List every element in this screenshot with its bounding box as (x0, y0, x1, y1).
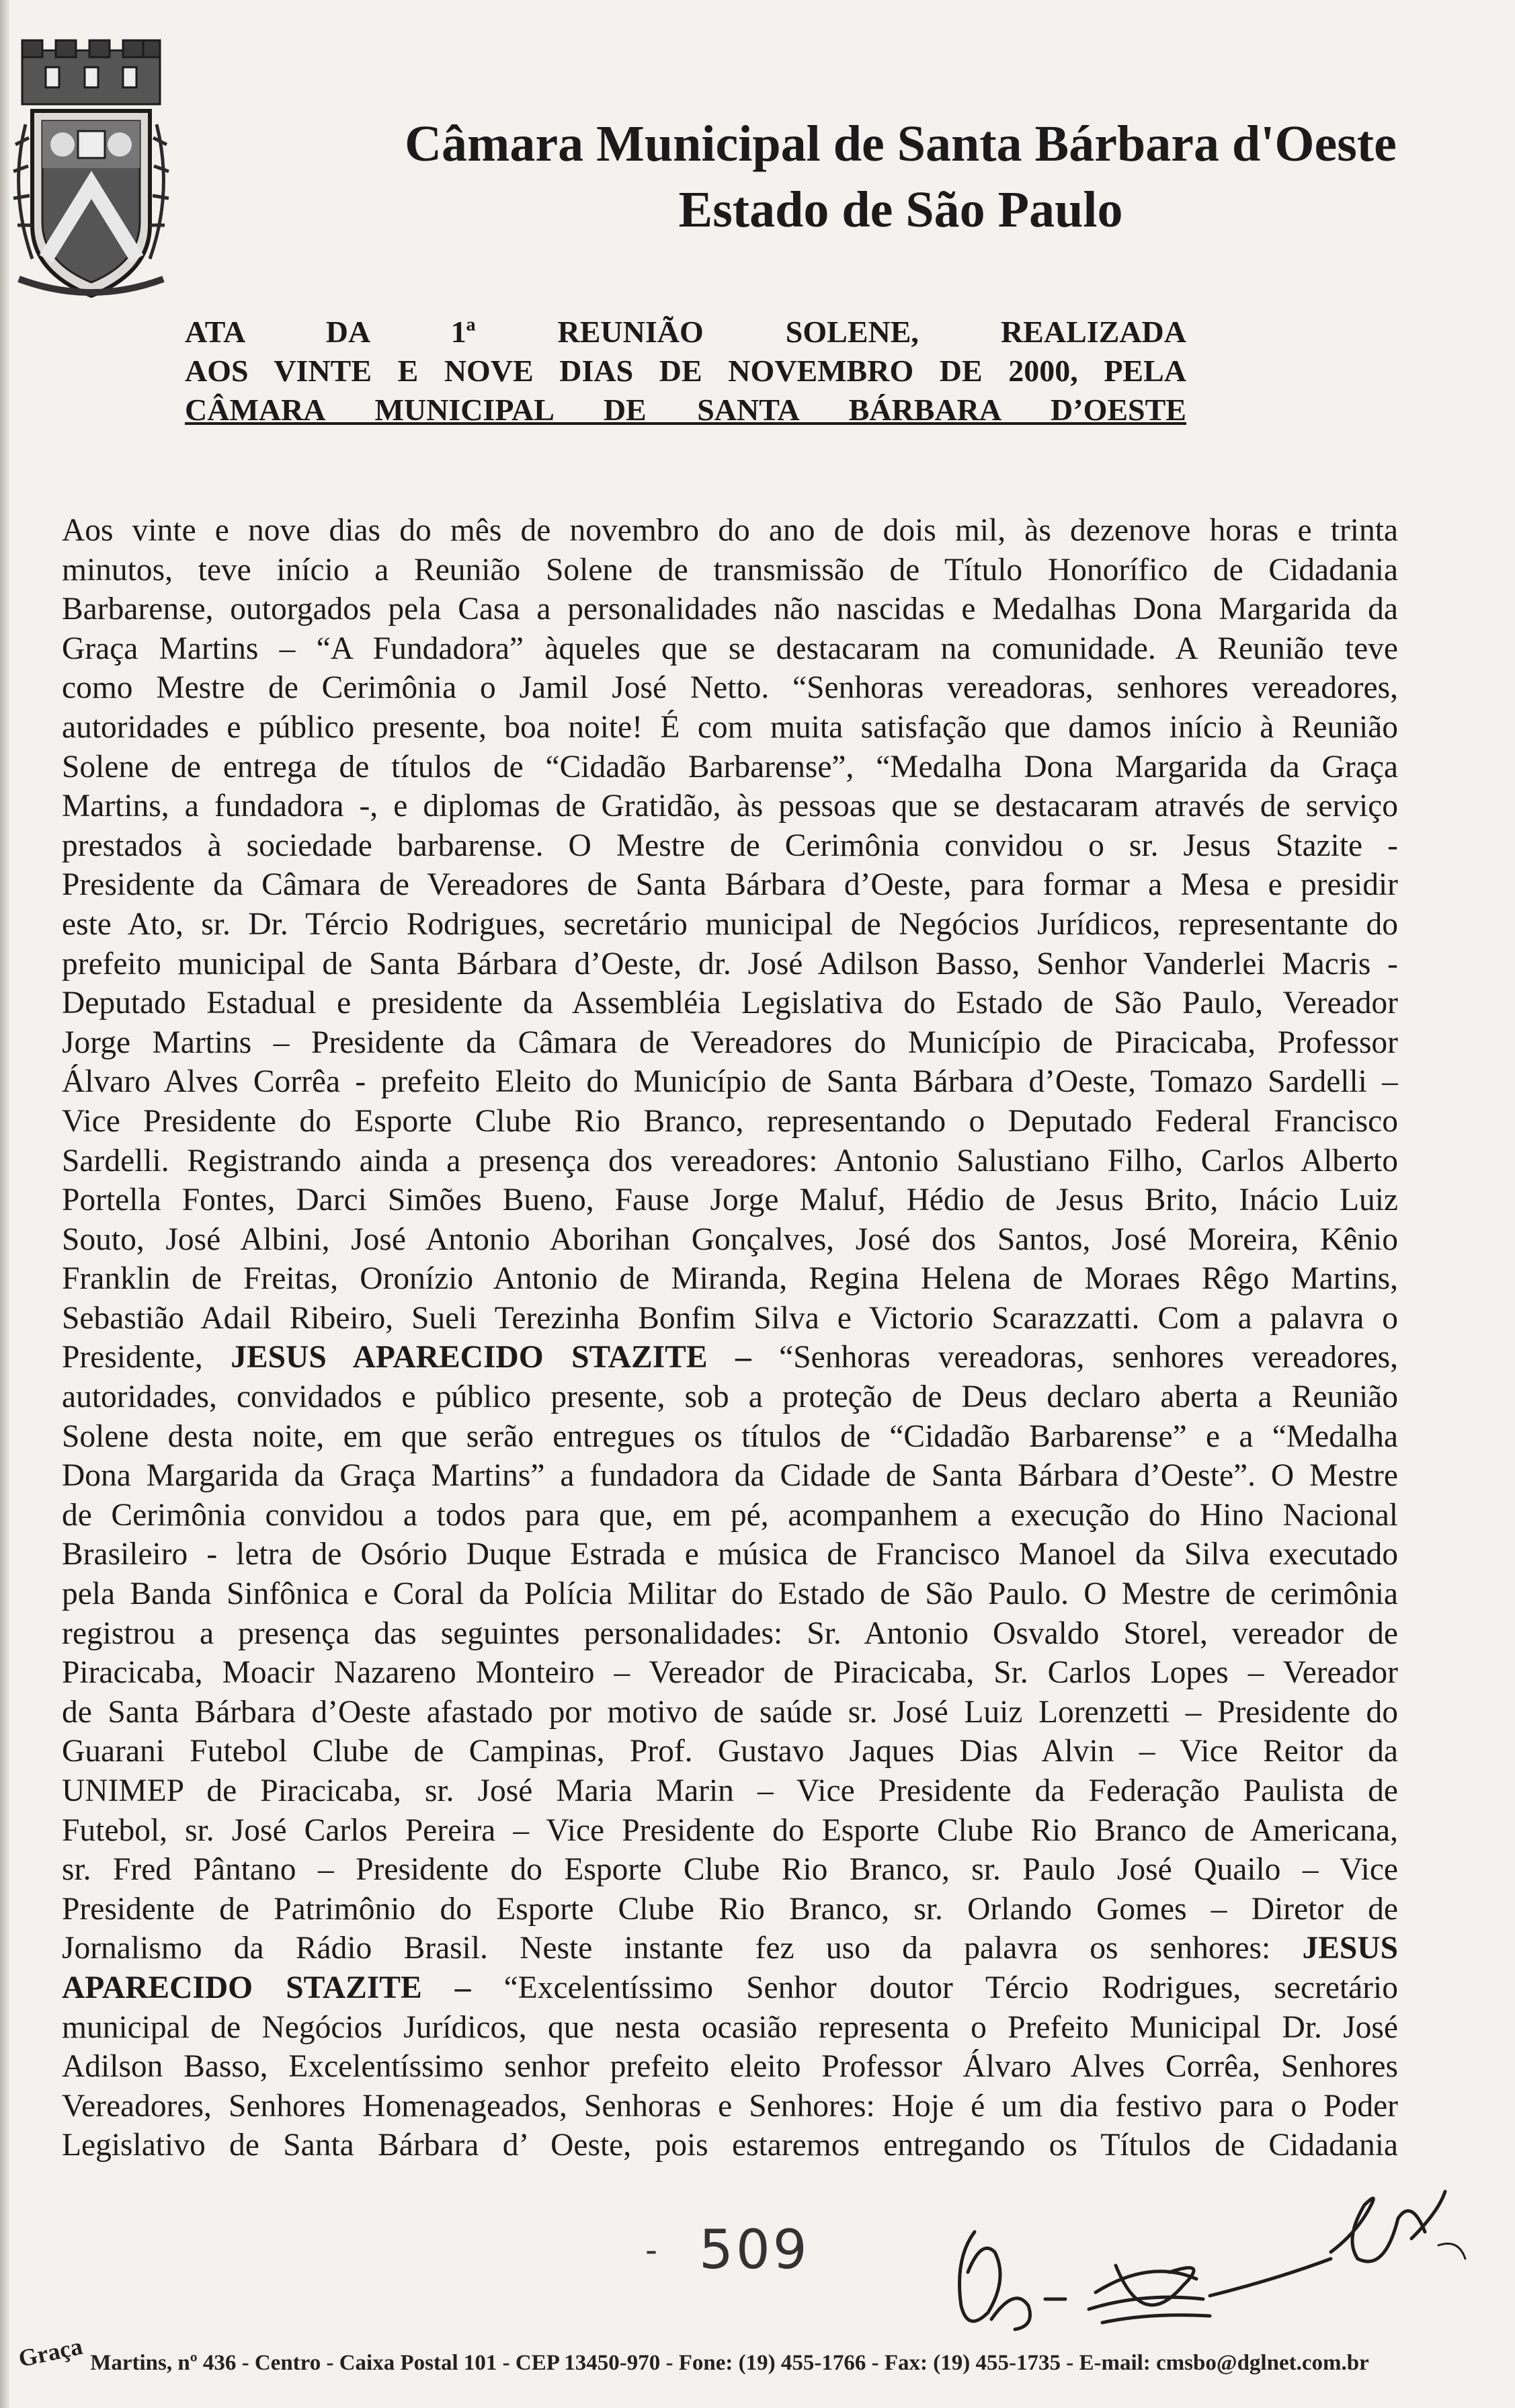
body-line: Brasileiro - letra de Osório Duque Estrada e música de Francisco Manoel da Silva executado (62, 1537, 1398, 1572)
body-line: Vice Presidente do Esporte Clube Rio Branco, representando o Deputado Federal Francisco (62, 1103, 1398, 1139)
footer-text: Martins, nº 436 - Centro - Caixa Postal 101 - CEP 13450-970 - Fone: (19) 455-1766 - Fax: (19) 455-1735 - E-mail: cmsbo@dglnet.com.br (90, 2351, 1369, 2375)
body-line: de Santa Bárbara d’Oeste afastado por motivo de saúde sr. José Luiz Lorenzetti – Presidente do (62, 1694, 1398, 1730)
body-line: Franklin de Freitas, Oronízio Antonio de Miranda, Regina Helena de Moraes Rêgo Martins, (62, 1261, 1398, 1297)
subject-line-1: ATA DA 1ª REUNIÃO SOLENE, REALIZADA (185, 315, 1186, 349)
minutes-body (62, 511, 1398, 2165)
body-line: Presidente da Câmara de Vereadores de Santa Bárbara d’Oeste, para formar a Mesa e presidir (62, 867, 1398, 903)
body-line: Deputado Estadual e presidente da Assembléia Legislativa do Estado de São Paulo, Vereador (62, 986, 1398, 1021)
body-line: Martins, a fundadora -, e diplomas de Gratidão, às pessoas que se destacaram através de serviço (62, 789, 1398, 824)
body-line: Presidente de Patrimônio do Esporte Clube Rio Branco, sr. Orlando Gomes – Diretor de (62, 1891, 1398, 1927)
body-line: Souto, José Albini, José Antonio Aborihan Gonçalves, José dos Santos, José Moreira, Kênio (62, 1221, 1398, 1257)
body-line: de Cerimônia convidou a todos para que, em pé, acompanhem a execução do Hino Nacional (62, 1497, 1398, 1533)
page-number: 509 (699, 2218, 810, 2281)
body-line: Jorge Martins – Presidente da Câmara de Vereadores do Município de Piracicaba, Professor (62, 1025, 1398, 1060)
body-text-segment: Presidente, (62, 1340, 203, 1375)
body-line: Guarani Futebol Clube de Campinas, Prof. Gustavo Jaques Dias Alvin – Vice Reitor da (62, 1734, 1398, 1769)
body-line: Barbarense, outorgados pela Casa a personalidades não nascidas e Medalhas Dona Margarida da (62, 592, 1398, 627)
body-line: Piracicaba, Moacir Nazareno Monteiro – Vereador de Piracicaba, Sr. Carlos Lopes – Vereador (62, 1655, 1398, 1691)
body-line: Vereadores, Senhores Homenageados, Senhoras e Senhores: Hoje é um dia festivo para o Poder (62, 2088, 1398, 2124)
page-edge (0, 0, 9, 2408)
body-line: Sardelli. Registrando ainda a presença dos vereadores: Antonio Salustiano Filho, Carlos Alberto (62, 1143, 1398, 1178)
footer-address (15, 2332, 1499, 2376)
body-line: Sebastião Adail Ribeiro, Sueli Terezinha Bonfim Silva e Victorio Scarazzatti. Com a palavra o (62, 1300, 1398, 1336)
body-line: Adilson Basso, Excelentíssimo senhor prefeito eleito Professor Álvaro Alves Corrêa, Senhores (62, 2049, 1398, 2085)
chamber-name: Câmara Municipal de Santa Bárbara d'Oeste (405, 116, 1397, 172)
municipal-coat-of-arms-icon (5, 37, 177, 303)
body-line-president (62, 1338, 1398, 1377)
speaker-name: APARECIDO STAZITE – (62, 1970, 471, 2005)
body-line: pela Banda Sinfônica e Coral da Polícia Militar do Estado de São Paulo. O Mestre de cerimônia (62, 1576, 1398, 1612)
body-line: UNIMEP de Piracicaba, sr. José Maria Marin – Vice Presidente da Federação Paulista de (62, 1773, 1398, 1808)
speaker-name: JESUS (1302, 1931, 1398, 1966)
body-text-segment: “Excelentíssimo Senhor doutor Tércio Rodrigues, secretário (503, 1970, 1398, 2005)
body-line: autoridades, convidados e público presente, sob a proteção de Deus declaro aberta a Reunião (62, 1379, 1398, 1415)
body-line: como Mestre de Cerimônia o Jamil José Netto. “Senhoras vereadoras, senhores vereadores, (62, 670, 1398, 706)
body-text-segment: “Senhoras vereadoras, senhores vereadores, (779, 1340, 1398, 1375)
body-line: Álvaro Alves Corrêa - prefeito Eleito do Município de Santa Bárbara d’Oeste, Tomazo Sardelli – (62, 1064, 1398, 1100)
state-name: Estado de São Paulo (678, 182, 1123, 238)
body-line: Solene desta noite, em que serão entregues os títulos de “Cidadão Barbarense” e a “Medalha (62, 1418, 1398, 1454)
body-line: registrou a presença das seguintes personalidades: Sr. Antonio Osvaldo Storel, vereador de (62, 1615, 1398, 1651)
document-header (376, 111, 1425, 243)
handwritten-signatures-icon (928, 2178, 1479, 2346)
body-line: Portella Fontes, Darci Simões Bueno, Fause Jorge Maluf, Hédio de Jesus Brito, Inácio Luiz (62, 1182, 1398, 1218)
dash-mark: - (645, 2231, 658, 2270)
body-line-speaker (62, 1968, 1398, 2008)
body-line: Legislativo de Santa Bárbara d’ Oeste, pois estaremos entregando os Títulos de Cidadania (62, 2128, 1398, 2163)
body-line: Graça Martins – “A Fundadora” àqueles que se destacaram na comunidade. A Reunião teve (62, 631, 1398, 666)
body-text-segment: Jornalismo da Rádio Brasil. Neste instante fez uso da palavra os senhores: (62, 1931, 1271, 1966)
body-line-speaker (62, 1929, 1398, 1968)
subject-line-3: CÂMARA MUNICIPAL DE SANTA BÁRBARA D’OESTE (185, 393, 1186, 427)
body-line: prestados à sociedade barbarense. O Mestre de Cerimônia convidou o sr. Jesus Stazite - (62, 828, 1398, 863)
body-line: Dona Margarida da Graça Martins” a fundadora da Cidade de Santa Bárbara d’Oeste”. O Mestre (62, 1458, 1398, 1494)
body-line: Aos vinte e nove dias do mês de novembro do ano de dois mil, às dezenove horas e trinta (62, 513, 1398, 548)
subject-line-2: AOS VINTE E NOVE DIAS DE NOVEMBRO DE 2000, PELA (185, 354, 1186, 388)
speaker-name: JESUS APARECIDO STAZITE – (231, 1340, 751, 1375)
body-line: Futebol, sr. José Carlos Pereira – Vice Presidente do Esporte Clube Rio Branco de Americana, (62, 1812, 1398, 1848)
body-line: prefeito municipal de Santa Bárbara d’Oeste, dr. José Adilson Basso, Senhor Vanderlei Macris - (62, 946, 1398, 981)
body-line: minutos, teve início a Reunião Solene de transmissão de Título Honorífico de Cidadania (62, 552, 1398, 588)
body-line: autoridades e público presente, boa noite! É com muita satisfação que damos início à Reunião (62, 709, 1398, 745)
body-line: este Ato, sr. Dr. Tércio Rodrigues, secretário municipal de Negócios Jurídicos, representante do (62, 906, 1398, 942)
body-line: sr. Fred Pântano – Presidente do Esporte Clube Rio Branco, sr. Paulo José Quailo – Vice (62, 1852, 1398, 1888)
body-line: Solene de entrega de títulos de “Cidadão Barbarense”, “Medalha Dona Margarida da Graça (62, 749, 1398, 785)
minutes-subject (185, 313, 1186, 430)
body-line: municipal de Negócios Jurídicos, que nesta ocasião representa o Prefeito Municipal Dr. José (62, 2009, 1398, 2045)
footer-curved-text: Graça (15, 2332, 85, 2372)
